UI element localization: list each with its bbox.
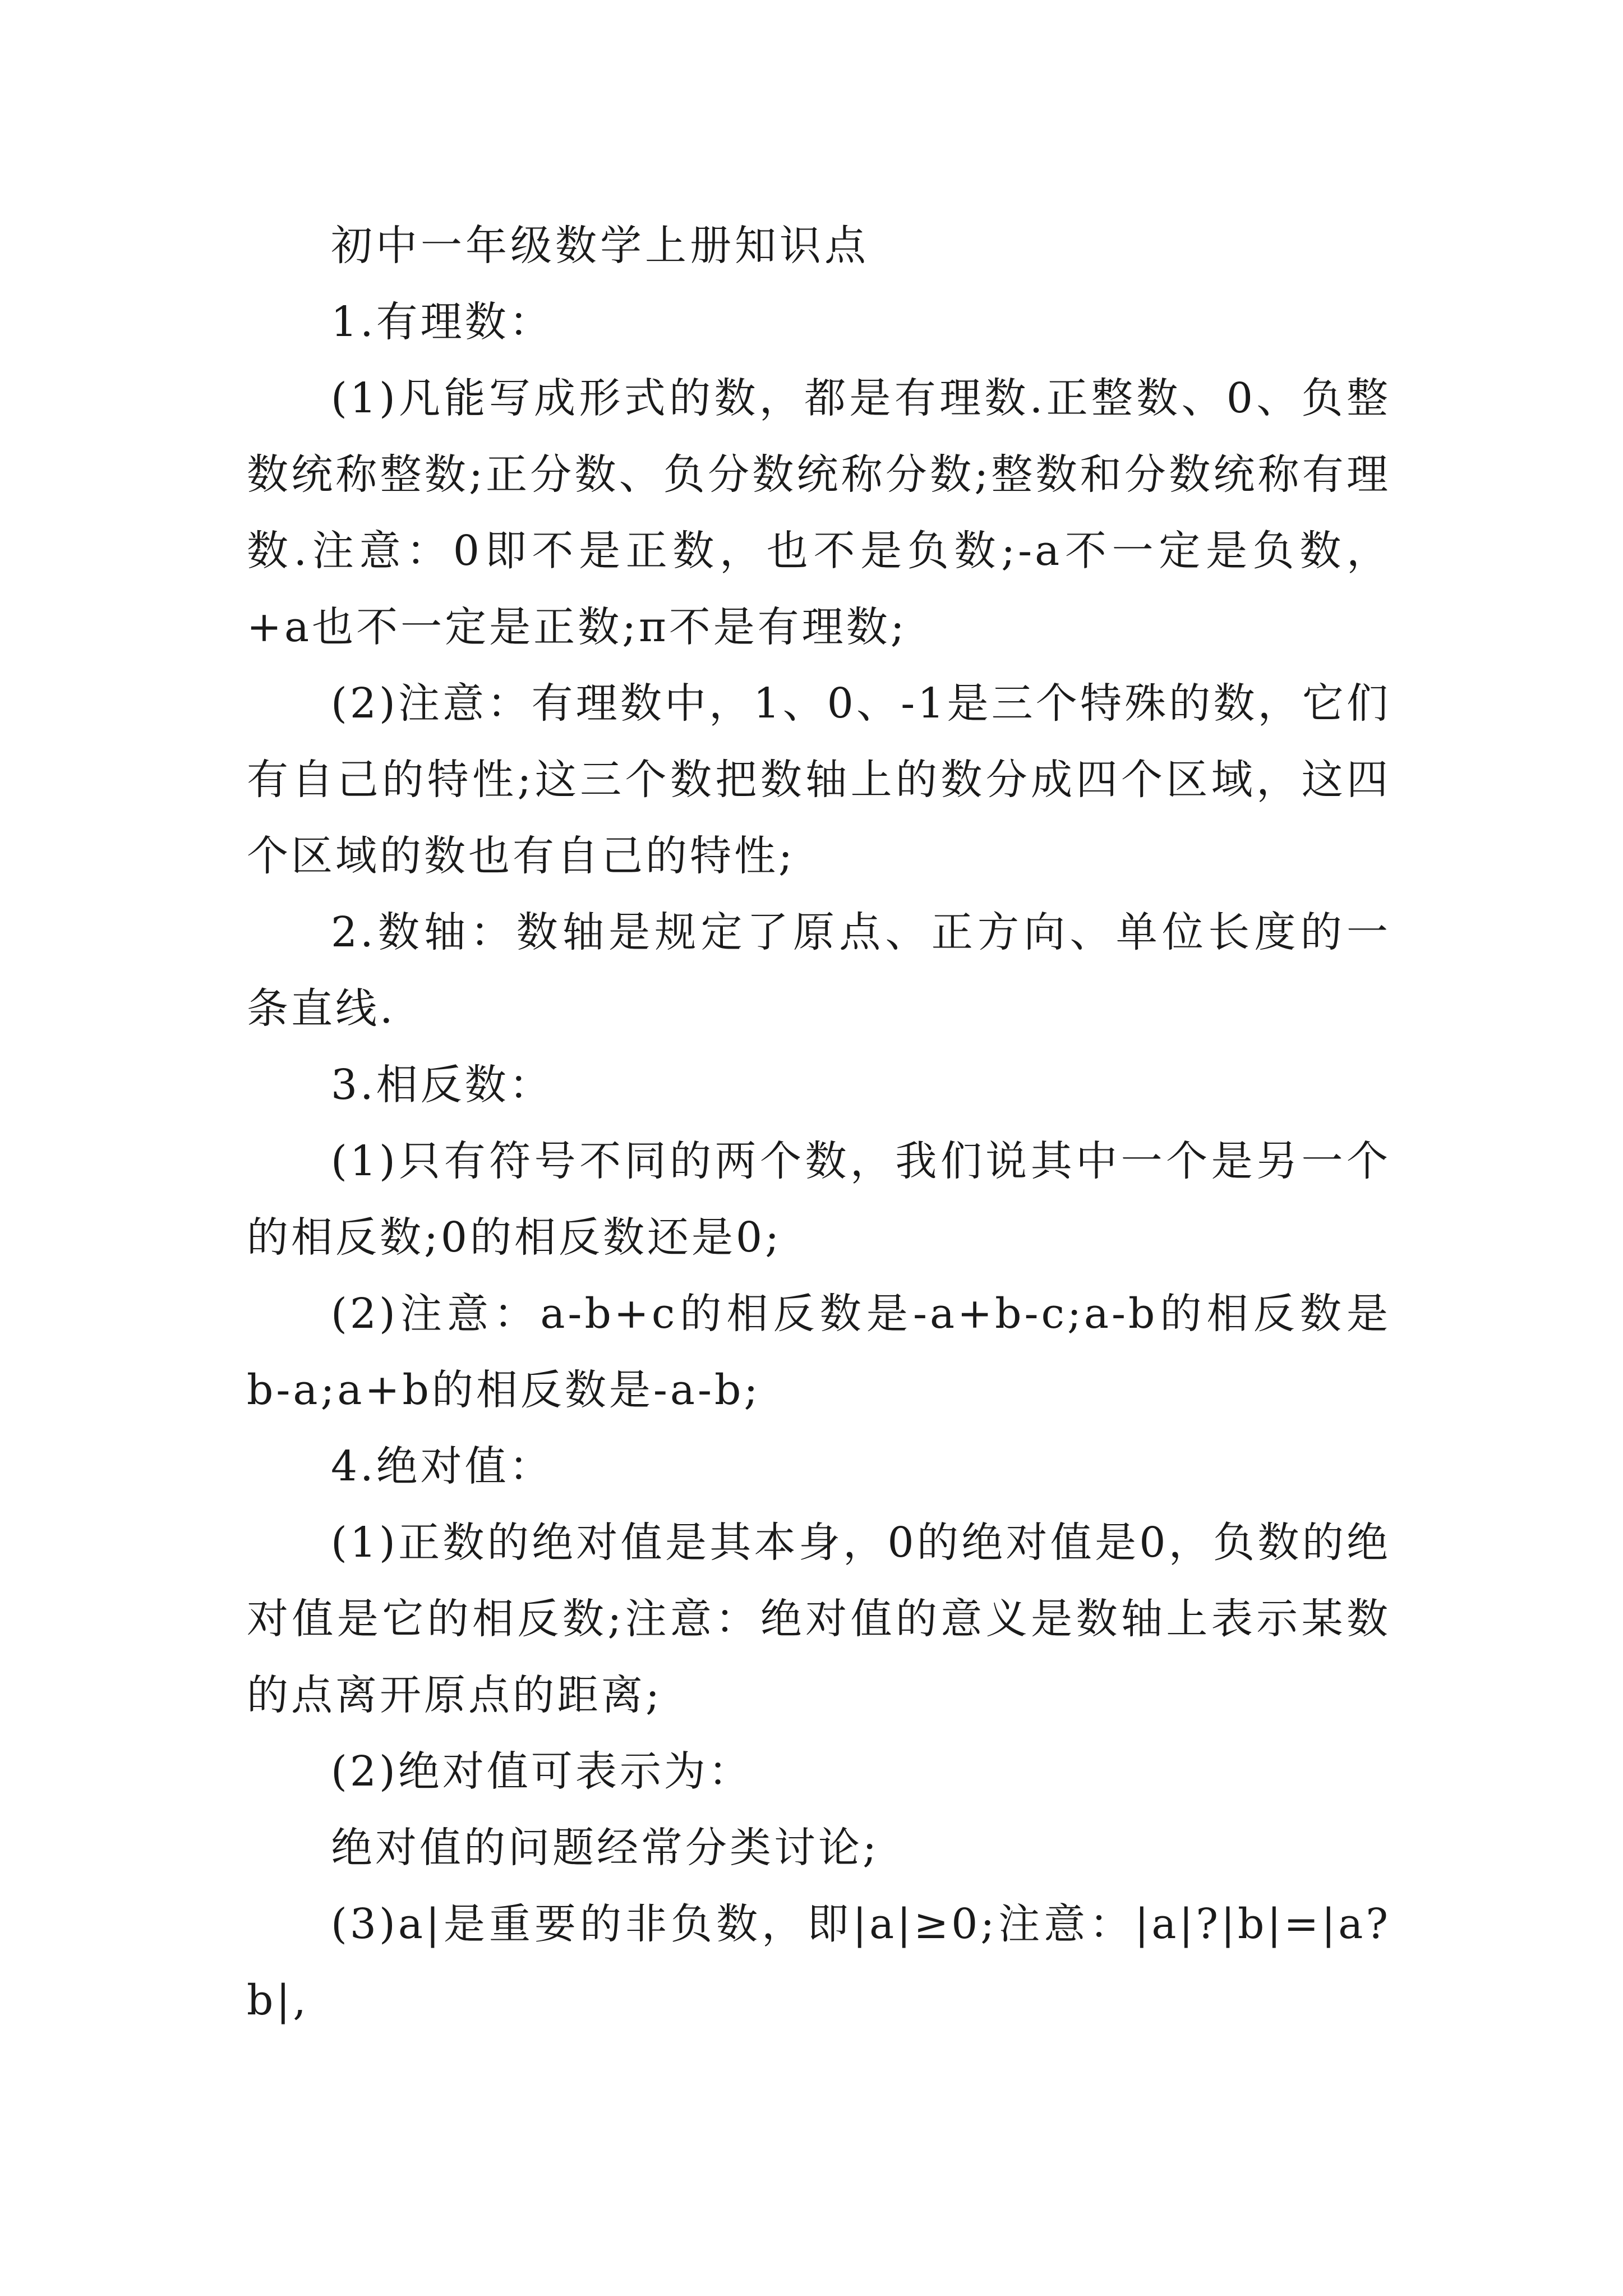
section-heading-opposite-numbers: 3.相反数： [331, 1061, 554, 1109]
paragraph: (2)绝对值可表示为： [331, 1747, 753, 1796]
paragraph: (1)凡能写成形式的数，都是有理数.正整数、0、负整数统称整数;正分数、负分数统称分数;整数和分数统称有理数.注意：0即不是正数，也不是负数;-a不一定是负数，+a也不一定是正数;π不是有理数; [247, 374, 1391, 651]
paragraph: (2)注意：有理数中，1、0、-1是三个特殊的数，它们有自己的特性;这三个数把数轴上的数分成四个区域，这四个区域的数也有自己的特性; [247, 679, 1391, 880]
section-heading-rational-numbers: 1.有理数： [331, 298, 554, 346]
document-title: 初中一年级数学上册知识点 [331, 222, 869, 270]
paragraph: (2)注意：a-b+c的相反数是-a+b-c;a-b的相反数是b-a;a+b的相反数是-a-b; [247, 1290, 1391, 1414]
paragraph: (1)只有符号不同的两个数，我们说其中一个是另一个的相反数;0的相反数还是0; [247, 1137, 1391, 1262]
paragraph: (1)正数的绝对值是其本身，0的绝对值是0，负数的绝对值是它的相反数;注意：绝对值的意义是数轴上表示某数的点离开原点的距离; [247, 1519, 1391, 1719]
paragraph: (3)a|是重要的非负数，即|a|≥0;注意：|a|?|b|=|a?b|, [247, 1900, 1391, 2024]
section-heading-absolute-value: 4.绝对值： [331, 1442, 554, 1490]
document-body [247, 208, 1391, 2039]
section-number-line: 2.数轴：数轴是规定了原点、正方向、单位长度的一条直线. [247, 908, 1391, 1033]
paragraph: 绝对值的问题经常分类讨论; [331, 1824, 879, 1872]
